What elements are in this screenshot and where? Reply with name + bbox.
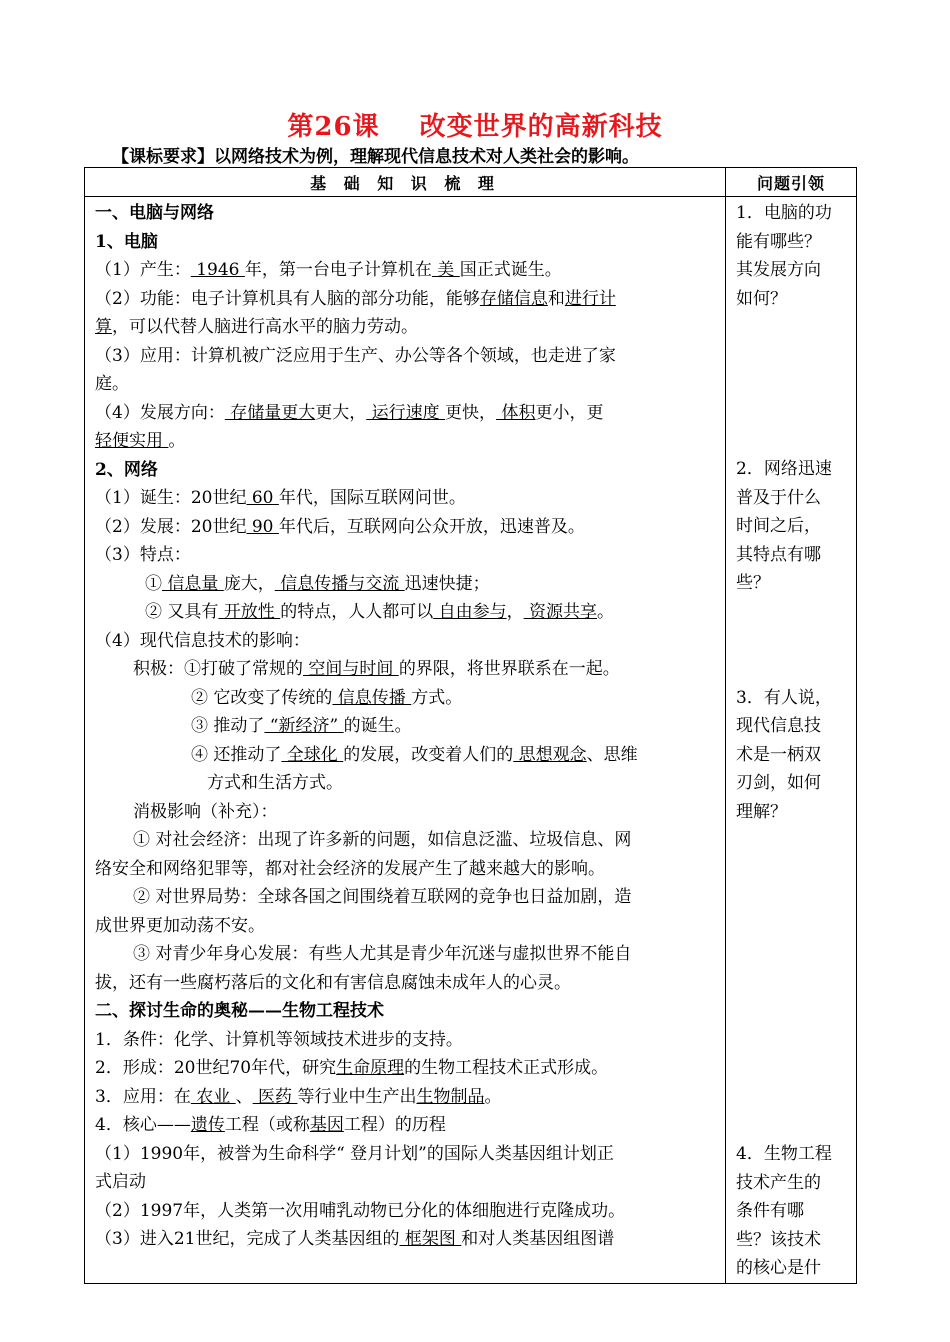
text: 更快，: [445, 402, 497, 423]
negative-3: ③ 对青少年身心发展：有些人尤其是青少年沉迷与虚拟世界不能自: [133, 944, 632, 964]
answer: 空间与时间: [303, 659, 399, 679]
negative-2: ② 对世界局势：全球各国之间围绕着互联网的竞争也日益加剧，造: [133, 887, 632, 907]
question-line: 刃剑，如何: [736, 773, 821, 793]
section-2-title: 二、探讨生命的奥秘——生物工程技术: [95, 1001, 384, 1021]
text: 等行业中生产出: [297, 1086, 417, 1107]
text: ，: [506, 602, 524, 622]
text: 积极：①打破了常规的: [133, 659, 303, 679]
negative-1: ① 对社会经济：出现了许多新的问题，如信息泛滥、垃圾信息、网: [133, 830, 632, 850]
question-line: 些？: [736, 573, 770, 593]
answer: 框架图: [399, 1229, 462, 1249]
header-main: 基 础 知 识 梳 理: [85, 168, 726, 197]
text: ①: [145, 573, 162, 594]
text: 。: [597, 602, 615, 622]
answer: 存储信息: [479, 288, 548, 309]
text: ② 它改变了传统的: [191, 687, 333, 708]
question-line: 能有哪些？: [736, 231, 821, 252]
lesson-title: [0, 106, 950, 143]
bio-history-1-cont: 式启动: [95, 1172, 146, 1192]
question-line: 4．生物工程: [736, 1144, 832, 1164]
answer: 信息传播: [332, 687, 412, 708]
answer: 全球化: [281, 744, 344, 765]
text: 更小，更: [535, 402, 604, 423]
question-4: [736, 1140, 848, 1283]
text: ② 又具有: [145, 602, 219, 622]
answer: 开放性: [218, 602, 281, 622]
answer: 90: [246, 516, 279, 537]
section-1-title: 一、电脑与网络: [95, 203, 214, 223]
question-2: [736, 455, 848, 598]
negative-2-cont: 成世界更加动荡不安。: [95, 915, 265, 936]
header-side: 问题引领: [726, 168, 857, 197]
text: 庞大，: [223, 573, 275, 594]
text: 2．形成：20世纪70年代，研究: [95, 1058, 337, 1078]
text: 、思维: [586, 744, 638, 765]
answer: 信息量: [162, 573, 224, 594]
text: 、: [235, 1086, 253, 1107]
computer-origin: [95, 256, 715, 285]
network-feature-2: [95, 598, 715, 627]
answer: 信息传播与交流: [274, 573, 405, 594]
answer: 生命原理: [336, 1058, 405, 1078]
computer-application: （3）应用：计算机被广泛应用于生产、办公等各个领域，也走进了家: [95, 345, 616, 366]
question-line: 现代信息技: [736, 716, 821, 736]
answer: 生物制品: [416, 1086, 485, 1107]
question-line: 1．电脑的功: [736, 203, 832, 223]
text: ，可以代替人脑进行高水平的脑力劳动。: [112, 317, 418, 337]
computer-direction: [95, 399, 715, 428]
question-1: [736, 199, 848, 313]
text: 的诞生。: [343, 716, 412, 736]
text: （1）诞生：20世纪: [95, 488, 247, 508]
text: 的界限，将世界联系在一起。: [398, 659, 620, 679]
table-header-row: [85, 168, 857, 197]
question-line: 时间之后，: [736, 516, 821, 536]
answer: 美: [431, 260, 460, 280]
text: 的发展，改变着人们的: [343, 744, 514, 765]
text: （3）进入21世纪，完成了人类基因组的: [95, 1229, 400, 1249]
answer: 农业: [190, 1086, 236, 1107]
text: 的特点，人人都可以: [280, 602, 434, 622]
negative-3-cont: 拔，还有一些腐朽落后的文化和有害信息腐蚀未成年人的心灵。: [95, 972, 571, 993]
bio-history-2: （2）1997年，人类第一次用哺乳动物已分化的体细胞进行克隆成功。: [95, 1200, 626, 1221]
computer-function: [95, 285, 715, 314]
text: 更大，: [315, 402, 367, 423]
answer: 存储量更大: [224, 402, 316, 423]
question-line: 如何？: [736, 288, 787, 309]
text: ④ 还推动了: [191, 744, 282, 765]
positive-2: [95, 684, 715, 713]
text: 和: [547, 288, 565, 309]
answer: 基因: [309, 1115, 344, 1135]
answer: “新经济”: [264, 716, 344, 736]
bio-history-3: [95, 1225, 715, 1254]
question-line: 技术产生的: [736, 1172, 821, 1193]
answer: 自由参与: [433, 602, 507, 622]
lesson-topic: 改变世界的高新科技: [419, 112, 663, 142]
table-body-row: [85, 197, 857, 1284]
computer-function-cont: [95, 313, 715, 342]
text: 和对人类基因组图谱: [461, 1229, 615, 1249]
text: 3．应用：在: [95, 1086, 191, 1107]
text: 年代后，互联网向公众开放，迅速普及。: [278, 516, 585, 537]
text: 。: [168, 431, 186, 451]
text: 4．核心——: [95, 1115, 191, 1135]
question-line: 其发展方向: [736, 260, 821, 280]
study-table: [84, 167, 857, 1284]
answer: 轻便实用: [95, 431, 169, 451]
answer: 思想观念: [513, 744, 587, 765]
text: 的生物工程技术正式形成。: [404, 1058, 609, 1078]
question-line: 2．网络迅速: [736, 459, 832, 479]
text: 。: [484, 1086, 502, 1107]
text: （4）发展方向：: [95, 402, 225, 423]
lesson-number: 第26课: [287, 112, 380, 142]
network-feature-1: [95, 570, 715, 599]
bio-application: [95, 1083, 715, 1112]
text: 工程）的历程: [343, 1115, 446, 1135]
network-features: （3）特点：: [95, 545, 191, 565]
answer: 资源共享: [523, 602, 598, 622]
text: 方式。: [411, 687, 463, 708]
computer-application-cont: 庭。: [95, 374, 129, 394]
answer: 进行计: [564, 288, 616, 309]
text: 国正式诞生。: [459, 260, 562, 280]
negative-title: 消极影响（补充）：: [133, 801, 278, 822]
answer: 算: [95, 317, 112, 337]
positive-3: [95, 712, 715, 741]
curriculum-requirement: 【课标要求】以网络技术为例，理解现代信息技术对人类社会的影响。: [112, 147, 639, 167]
network-development: [95, 513, 715, 542]
text: （2）发展：20世纪: [95, 516, 247, 537]
question-line: 些？该技术: [736, 1229, 821, 1250]
positive-4-cont: 方式和生活方式。: [207, 773, 343, 793]
answer: 遗传: [190, 1115, 225, 1135]
question-line: 术是一柄双: [736, 744, 821, 765]
text: ③ 推动了: [191, 716, 265, 736]
bio-formation: [95, 1054, 715, 1083]
text: 工程（或称: [224, 1115, 310, 1135]
question-line: 3．有人说，: [736, 687, 832, 708]
question-line: 的核心是什: [736, 1258, 821, 1278]
text: 年，第一台电子计算机在: [244, 260, 432, 280]
positive-4: [95, 741, 715, 770]
positive-1: [95, 655, 715, 684]
question-line: 条件有哪: [736, 1201, 804, 1221]
question-cell: [726, 197, 857, 1284]
negative-1-cont: 络安全和网络犯罪等，都对社会经济的发展产生了越来越大的影响。: [95, 858, 605, 879]
text: 年代，国际互联网问世。: [278, 488, 466, 508]
text: 迅速快捷；: [404, 573, 490, 594]
text: （1）产生：: [95, 260, 191, 280]
answer: 60: [246, 488, 279, 508]
network-birth: [95, 484, 715, 513]
question-3: [736, 684, 848, 827]
answer: 1946: [190, 260, 245, 280]
section-1-2-title: 2、网络: [95, 459, 158, 480]
answer: 运行速度: [366, 402, 446, 423]
bio-history-1: （1）1990年，被誉为生命科学“ 登月计划”的国际人类基因组计划正: [95, 1143, 614, 1164]
bio-condition: 1．条件：化学、计算机等领域技术进步的支持。: [95, 1029, 463, 1050]
section-1-1-title: 1、电脑: [95, 231, 158, 252]
impact-title: （4）现代信息技术的影响：: [95, 630, 310, 651]
answer: 医药: [252, 1086, 298, 1107]
question-line: 普及于什么: [736, 487, 821, 508]
answer: 体积: [496, 402, 536, 423]
question-line: 其特点有哪: [736, 544, 821, 565]
computer-direction-cont: [95, 427, 715, 456]
bio-core: [95, 1111, 715, 1140]
knowledge-cell: [85, 197, 726, 1284]
text: （2）功能：电子计算机具有人脑的部分功能，能够: [95, 288, 480, 309]
question-line: 理解？: [736, 801, 787, 822]
